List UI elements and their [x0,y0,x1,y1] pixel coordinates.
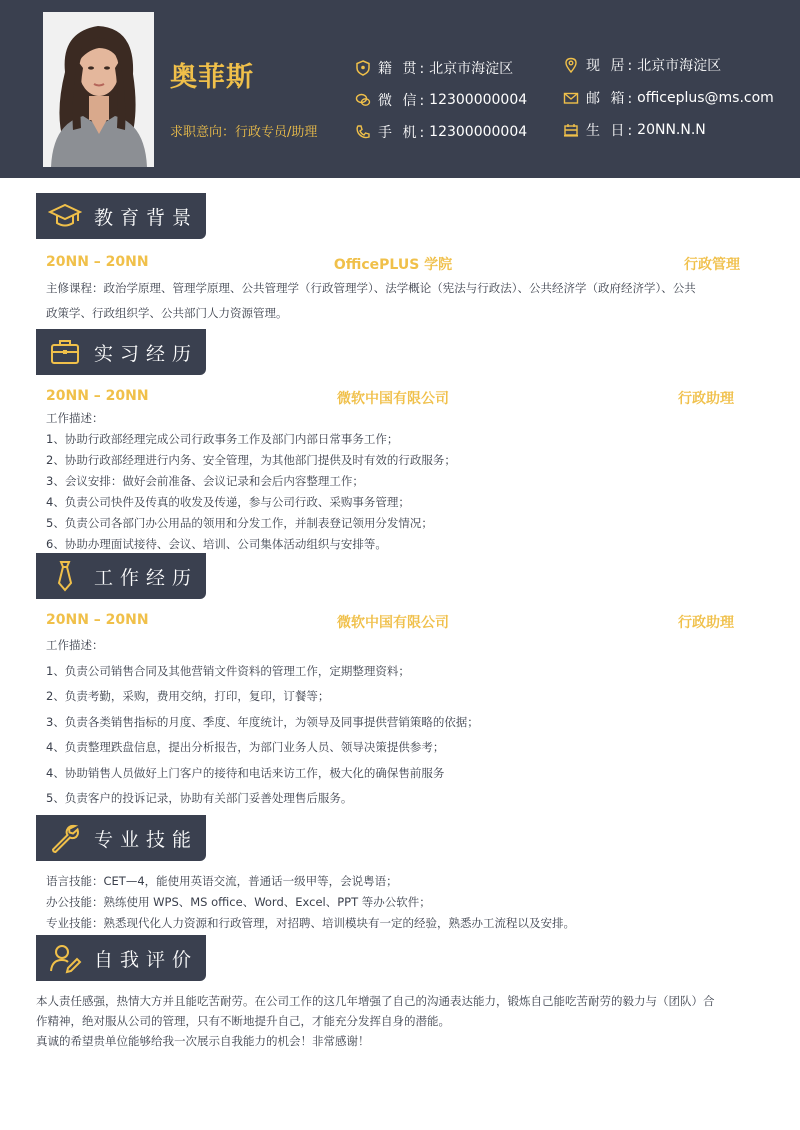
text-line: 办公技能：熟练使用 WPS、MS office、Word、Excel、PPT 等办公软件； [46,895,431,909]
work-role: 行政助理 [678,615,734,631]
section-title: 教育背景 [94,206,199,229]
text-line: 4、协助销售人员做好上门客户的接待和电话来访工作，极大化的确保售前服务 [46,765,445,780]
graduation-cap-icon [48,199,82,233]
phone-label: 手 机: [378,125,428,141]
text-line: 工作描述： [46,411,104,425]
text-line: 主修课程：政治学原理、管理学原理、公共管理学（行政管理学）、法学概论（宪法与行政法）、公共经济学（政府经济学）、公共 [46,281,696,295]
email-label: 邮 箱: [586,91,636,107]
residence-value: 北京市海淀区 [637,58,722,74]
section-title: 专业技能 [94,828,199,851]
text-line: 3、负责各类销售指标的月度、季度、年度统计，为领导及同事提供营销策略的依据； [46,714,479,729]
location-pin-icon [563,57,579,73]
evaluation-description [36,991,761,1051]
internship-role: 行政助理 [678,391,734,407]
section-title: 自我评价 [94,948,199,971]
text-line: 作精神，绝对服从公司的管理，只有不断地提升自己，才能充分发挥自身的潜能。 [36,1014,450,1028]
residence-label: 现 居: [586,58,636,74]
work-company: 微软中国有限公司 [337,615,449,631]
education-major: 行政管理 [684,257,740,273]
hometown-row [355,58,513,78]
profile-photo [43,12,154,167]
calendar-icon [563,122,579,138]
phone-value: 12300000004 [429,124,528,140]
phone-row [355,122,527,142]
internship-description [46,408,746,555]
internship-period: 20NN – 20NN [46,388,149,404]
section-title: 实习经历 [94,342,199,365]
internship-row [46,388,740,408]
mail-icon [563,90,579,106]
section-header-education [36,193,206,239]
text-line: 真诚的希望贵单位能够给我一次展示自我能力的机会！非常感谢！ [36,1034,370,1048]
text-line: 5、负责客户的投诉记录，协助有关部门妥善处理售后服务。 [46,791,353,805]
phone-icon [355,124,371,140]
section-header-internship [36,329,206,375]
text-line: 2、协助行政部经理进行内务、安全管理，为其他部门提供及时有效的行政服务； [46,453,456,467]
residence-row [563,55,721,75]
work-row [46,612,740,632]
text-line: 1、协助行政部经理完成公司行政事务工作及部门内部日常事务工作； [46,432,399,446]
candidate-name: 奥菲斯 [170,62,254,93]
text-line: 语言技能：CET—4，能使用英语交流，普通话一级甲等，会说粤语； [46,874,398,888]
education-school: OfficePLUS 学院 [333,257,453,273]
text-line: 5、负责公司各部门办公用品的领用和分发工作，并制表登记领用分发情况； [46,516,433,530]
wechat-row [355,90,527,110]
email-value: officeplus@ms.com [637,90,774,106]
text-line: 3、会议安排：做好会前准备、会议记录和会后内容整理工作； [46,474,364,488]
birthday-label: 生 日: [586,123,636,139]
necktie-icon [48,559,82,593]
wrench-icon [48,821,82,855]
education-period: 20NN – 20NN [46,254,149,270]
section-header-skills [36,815,206,861]
text-line: 政策学、行政组织学、公共部门人力资源管理。 [46,306,288,320]
job-objective: 求职意向：行政专员/助理 [170,125,318,140]
briefcase-icon [48,335,82,369]
section-header-evaluation [36,935,206,981]
wechat-value: 12300000004 [429,92,528,108]
text-line: 工作描述： [46,638,104,652]
hometown-value: 北京市海淀区 [429,61,514,77]
hometown-label: 籍 贯: [378,61,428,77]
text-line: 本人责任感强，热情大方并且能吃苦耐劳。在公司工作的这几年增强了自己的沟通表达能力，锻炼自己能吃苦耐劳的毅力与（团队）合 [36,994,715,1008]
text-line: 2、负责考勤，采购，费用交纳，打印，复印，订餐等； [46,689,330,703]
text-line: 4、负责整理跌盘信息，提出分析报告，为部门业务人员、领导决策提供参考； [46,740,445,754]
user-pen-icon [48,941,82,975]
email-row [563,88,774,108]
text-line: 6、协助办理面试接待、会议、培训、公司集体活动组织与安排等。 [46,537,387,551]
text-line: 4、负责公司快件及传真的收发及传递，参与公司行政、采购事务管理； [46,495,410,509]
internship-company: 微软中国有限公司 [337,391,449,407]
work-period: 20NN – 20NN [46,612,149,628]
birthday-value: 20NN.N.N [637,122,706,138]
section-title: 工作经历 [94,566,199,589]
shield-icon [355,60,371,76]
work-description [46,633,746,812]
skills-description [46,871,746,934]
wechat-icon [355,92,371,108]
education-row [46,254,740,274]
text-line: 1、负责公司销售合同及其他营销文件资料的管理工作，定期整理资料； [46,663,410,678]
section-header-work [36,553,206,599]
resume-header [0,0,800,178]
education-description [46,276,746,326]
birthday-row [563,120,706,140]
wechat-label: 微 信: [378,93,428,109]
text-line: 专业技能：熟悉现代化人力资源和行政管理，对招聘、培训模块有一定的经验，熟悉办工流程以及安排。 [46,916,575,930]
